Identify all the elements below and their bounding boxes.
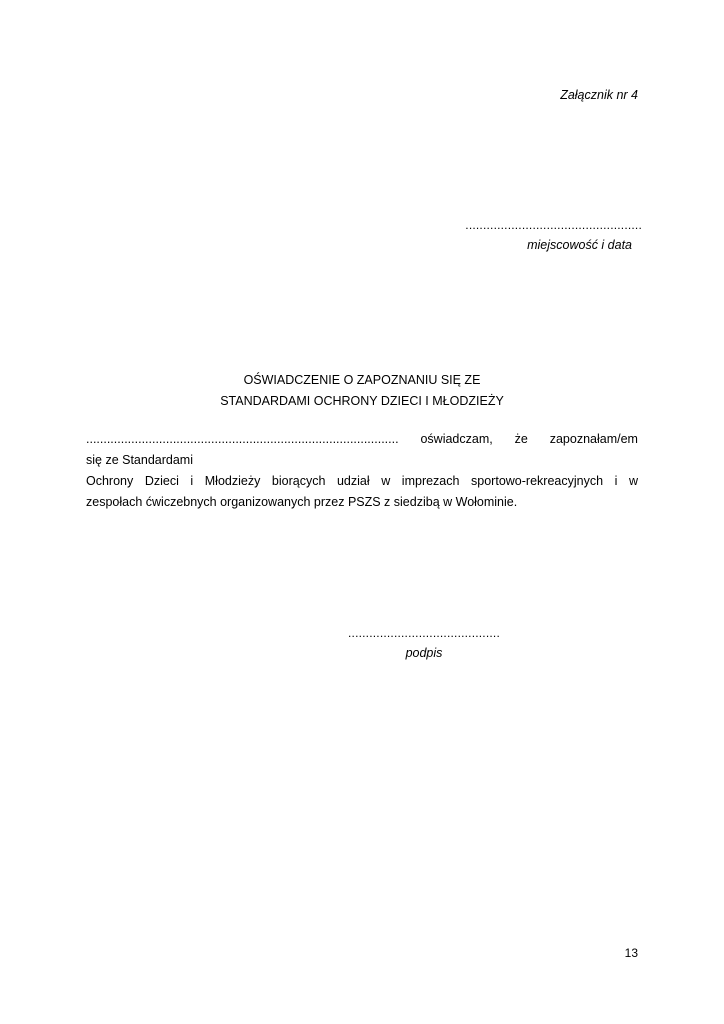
- statement-line-2: się ze Standardami: [86, 453, 194, 467]
- signature-caption: podpis: [405, 646, 443, 660]
- statement-heading: [0, 370, 724, 412]
- statement-word: i: [190, 474, 194, 488]
- statement-word: Młodzieży: [204, 474, 261, 488]
- statement-line-1: [86, 429, 638, 450]
- page-number: 13: [624, 946, 638, 960]
- statement-body: [86, 429, 638, 513]
- statement-word: w: [628, 474, 638, 488]
- statement-word: w: [381, 474, 391, 488]
- statement-word: imprezach: [401, 474, 460, 488]
- statement-word: sportowo-rekreacyjnych: [471, 474, 604, 488]
- place-date-caption: miejscowość i data: [527, 238, 632, 252]
- place-date-dots: ..................................................: [465, 218, 642, 232]
- signature-block: [344, 626, 504, 660]
- heading-line-1: OŚWIADCZENIE O ZAPOZNANIU SIĘ ZE: [243, 373, 481, 387]
- annex-label: Załącznik nr 4: [560, 88, 638, 102]
- statement-word: biorących: [271, 474, 326, 488]
- place-date-block: [442, 218, 642, 252]
- statement-line-4: zespołach ćwiczebnych organizowanych przez PSZS z siedzibą w Wołominie.: [86, 495, 518, 509]
- statement-word: zapoznałam/em: [549, 432, 638, 446]
- heading-line-2: STANDARDAMI OCHRONY DZIECI I MŁODZIEŻY: [220, 394, 504, 408]
- statement-word: że: [514, 432, 528, 446]
- statement-word: i: [614, 474, 618, 488]
- name-dots: ..........................................................................................: [86, 432, 399, 446]
- statement-word: Dzieci: [144, 474, 179, 488]
- statement-line-3: [86, 471, 638, 492]
- statement-word: udział: [336, 474, 370, 488]
- statement-word: Ochrony: [86, 474, 134, 488]
- statement-word: oświadczam,: [420, 432, 493, 446]
- signature-dots: ...........................................: [348, 626, 500, 640]
